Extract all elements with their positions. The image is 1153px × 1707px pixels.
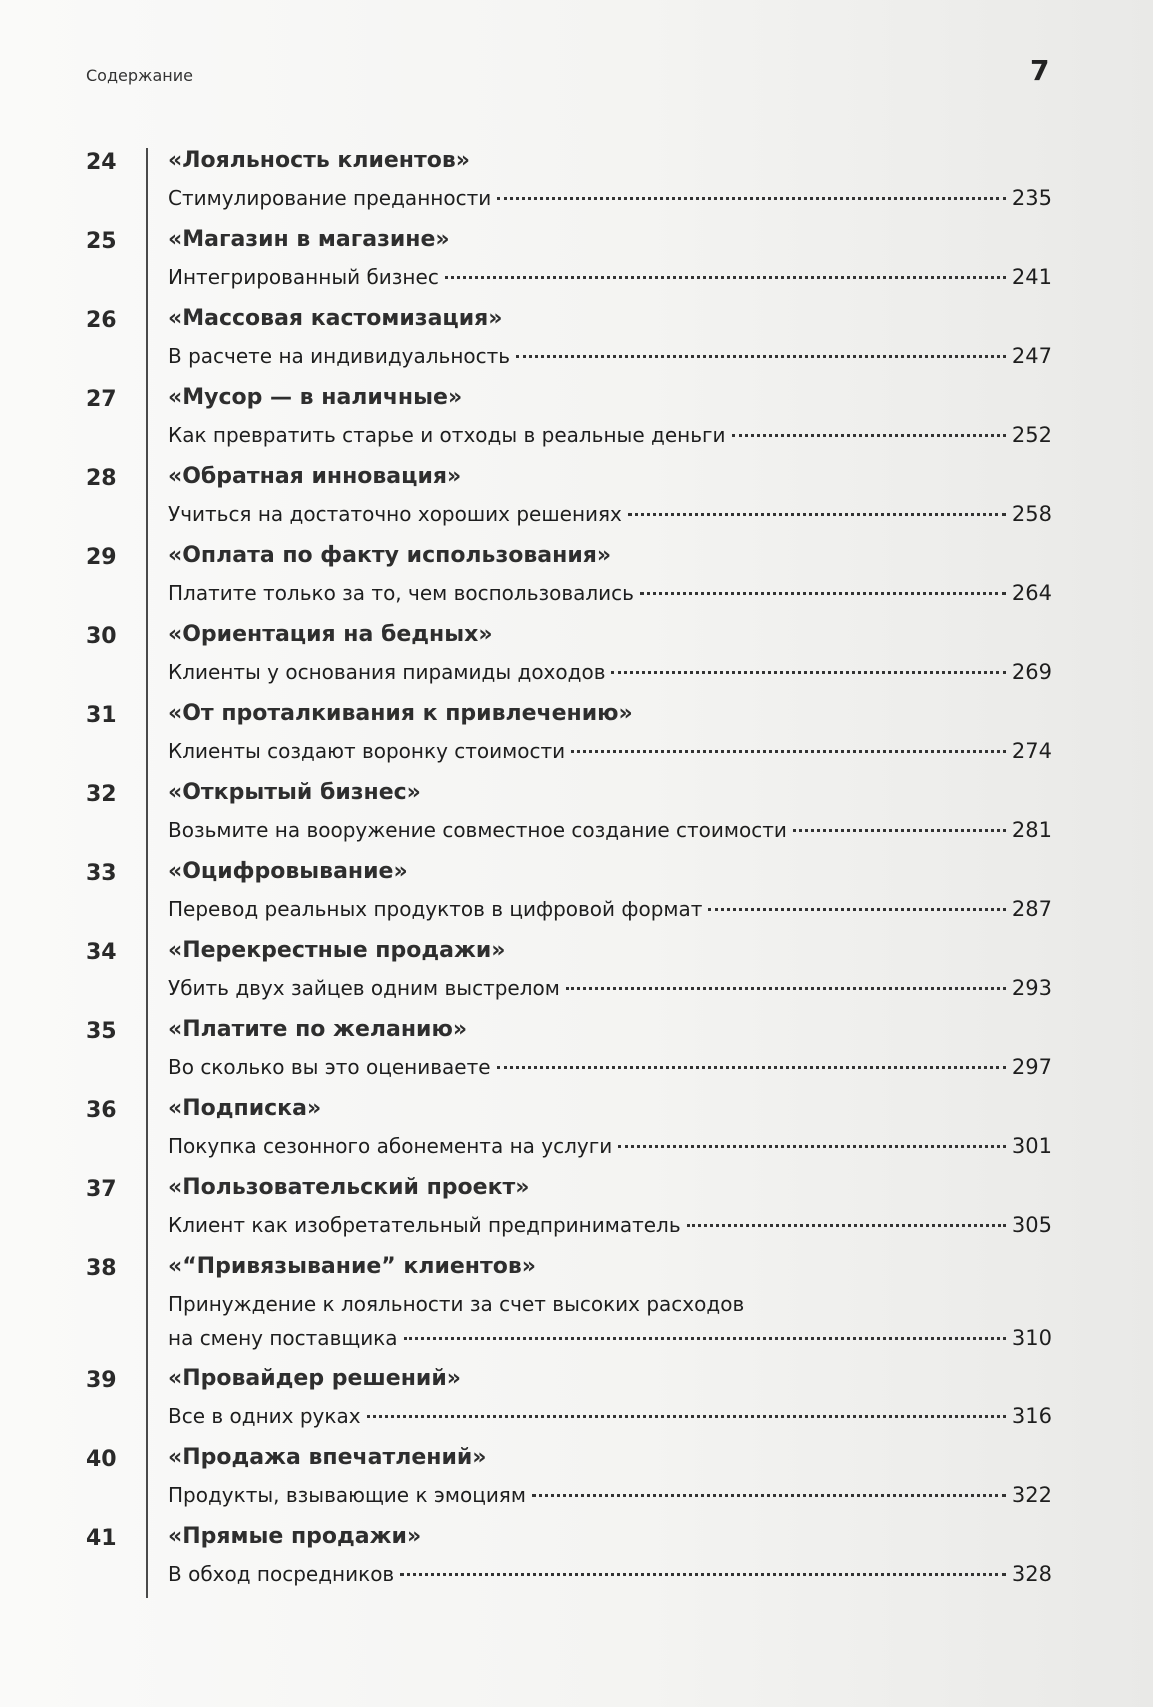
chapter-number: 32 xyxy=(86,782,117,807)
page-number: 7 xyxy=(1030,54,1050,87)
chapter-subtitle-row xyxy=(168,976,1052,1000)
chapter-page-number[interactable]: 264 xyxy=(1011,581,1052,605)
dot-leader xyxy=(687,1224,1006,1227)
chapter-subtitle: В обход посредников xyxy=(168,1562,395,1586)
dot-leader xyxy=(571,750,1006,753)
chapter-subtitle: Клиент как изобретательный предприниматель xyxy=(168,1213,681,1237)
dot-leader xyxy=(497,1066,1006,1069)
dot-leader xyxy=(445,276,1006,279)
chapter-page-number[interactable]: 305 xyxy=(1011,1213,1052,1237)
chapter-title: «Подписка» xyxy=(168,1096,322,1121)
chapter-subtitle: Убить двух зайцев одним выстрелом xyxy=(168,976,560,1000)
chapter-subtitle-row xyxy=(168,1055,1052,1079)
chapter-subtitle: Клиенты у основания пирамиды доходов xyxy=(168,660,606,684)
chapter-number: 38 xyxy=(86,1256,117,1281)
chapter-number: 27 xyxy=(86,387,117,412)
chapter-subtitle-row xyxy=(168,502,1052,526)
chapter-subtitle: Возьмите на вооружение совместное создание стоимости xyxy=(168,818,787,842)
chapter-subtitle: Все в одних руках xyxy=(168,1404,361,1428)
chapter-page-number[interactable]: 252 xyxy=(1011,423,1052,447)
chapter-subtitle: Покупка сезонного абонемента на услуги xyxy=(168,1134,613,1158)
chapter-page-number[interactable]: 258 xyxy=(1011,502,1052,526)
chapter-subtitle: на смену поставщика xyxy=(168,1326,398,1350)
toc-entry xyxy=(0,227,1153,306)
dot-leader xyxy=(640,592,1006,595)
chapter-subtitle: Платите только за то, чем воспользовались xyxy=(168,581,634,605)
chapter-number: 25 xyxy=(86,229,117,254)
chapter-page-number[interactable]: 297 xyxy=(1011,1055,1052,1079)
chapter-subtitle: Интегрированный бизнес xyxy=(168,265,439,289)
chapter-page-number[interactable]: 328 xyxy=(1011,1562,1052,1586)
chapter-title: «От проталкивания к привлечению» xyxy=(168,701,633,726)
chapter-number: 30 xyxy=(86,624,117,649)
toc-entry xyxy=(0,306,1153,385)
chapter-title: «“Привязывание” клиентов» xyxy=(168,1254,536,1279)
chapter-subtitle: Перевод реальных продуктов в цифровой формат xyxy=(168,897,703,921)
chapter-number: 40 xyxy=(86,1447,117,1472)
chapter-number: 33 xyxy=(86,861,117,886)
chapter-subtitle-row xyxy=(168,1134,1052,1158)
chapter-title: «Платите по желанию» xyxy=(168,1017,468,1042)
chapter-page-number[interactable]: 310 xyxy=(1011,1326,1052,1350)
chapter-title: «Оплата по факту использования» xyxy=(168,543,612,568)
dot-leader xyxy=(618,1145,1006,1148)
chapter-subtitle-row xyxy=(168,818,1052,842)
toc-entry xyxy=(0,1175,1153,1254)
chapter-page-number[interactable]: 247 xyxy=(1011,344,1052,368)
toc-entry xyxy=(0,1017,1153,1096)
chapter-title: «Ориентация на бедных» xyxy=(168,622,493,647)
chapter-subtitle-row xyxy=(168,897,1052,921)
chapter-number: 28 xyxy=(86,466,117,491)
chapter-number: 39 xyxy=(86,1368,117,1393)
toc-entry xyxy=(0,859,1153,938)
toc-entry xyxy=(0,385,1153,464)
chapter-number: 35 xyxy=(86,1019,117,1044)
chapter-subtitle: Во сколько вы это оцениваете xyxy=(168,1055,491,1079)
chapter-number: 26 xyxy=(86,308,117,333)
chapter-subtitle-row xyxy=(168,739,1052,763)
chapter-subtitle-row xyxy=(168,1213,1052,1237)
toc-entry xyxy=(0,543,1153,622)
dot-leader xyxy=(566,987,1006,990)
toc-entry xyxy=(0,701,1153,780)
chapter-subtitle: Стимулирование преданности xyxy=(168,186,492,210)
chapter-subtitle-row xyxy=(168,660,1052,684)
chapter-page-number[interactable]: 269 xyxy=(1011,660,1052,684)
chapter-subtitle-row xyxy=(168,344,1052,368)
chapter-subtitle-row xyxy=(168,1562,1052,1586)
toc-entry xyxy=(0,1366,1153,1445)
chapter-number: 41 xyxy=(86,1526,117,1551)
chapter-page-number[interactable]: 235 xyxy=(1011,186,1052,210)
chapter-title: «Прямые продажи» xyxy=(168,1524,422,1549)
toc-entry xyxy=(0,148,1153,227)
chapter-subtitle: Клиенты создают воронку стоимости xyxy=(168,739,566,763)
toc-entry xyxy=(0,938,1153,1017)
chapter-title: «Провайдер решений» xyxy=(168,1366,461,1391)
chapter-subtitle: Как превратить старье и отходы в реальные деньги xyxy=(168,423,726,447)
chapter-subtitle: Учиться на достаточно хороших решениях xyxy=(168,502,622,526)
toc-entry xyxy=(0,1254,1153,1366)
dot-leader xyxy=(793,829,1006,832)
dot-leader xyxy=(708,908,1005,911)
chapter-page-number[interactable]: 301 xyxy=(1011,1134,1052,1158)
chapter-title: «Мусор — в наличные» xyxy=(168,385,463,410)
chapter-title: «Магазин в магазине» xyxy=(168,227,450,252)
chapter-title: «Открытый бизнес» xyxy=(168,780,421,805)
chapter-subtitle-row xyxy=(168,186,1052,210)
chapter-title: «Обратная инновация» xyxy=(168,464,462,489)
toc-entry xyxy=(0,1524,1153,1603)
running-head: Содержание xyxy=(86,66,193,85)
chapter-title: «Пользовательский проект» xyxy=(168,1175,530,1200)
chapter-title: «Продажа впечатлений» xyxy=(168,1445,487,1470)
chapter-subtitle-row xyxy=(168,1326,1052,1350)
dot-leader xyxy=(628,513,1006,516)
chapter-subtitle: В расчете на индивидуальность xyxy=(168,344,511,368)
chapter-number: 36 xyxy=(86,1098,117,1123)
chapter-subtitle-row xyxy=(168,581,1052,605)
dot-leader xyxy=(732,434,1006,437)
toc-entry xyxy=(0,780,1153,859)
chapter-number: 37 xyxy=(86,1177,117,1202)
table-of-contents xyxy=(0,148,1153,1603)
dot-leader xyxy=(367,1415,1006,1418)
dot-leader xyxy=(611,671,1005,674)
toc-entry xyxy=(0,464,1153,543)
chapter-subtitle-row xyxy=(168,423,1052,447)
chapter-number: 34 xyxy=(86,940,117,965)
chapter-title: «Массовая кастомизация» xyxy=(168,306,503,331)
chapter-page-number[interactable]: 316 xyxy=(1011,1404,1052,1428)
dot-leader xyxy=(404,1337,1006,1340)
toc-entry xyxy=(0,1445,1153,1524)
chapter-page-number[interactable]: 274 xyxy=(1011,739,1052,763)
chapter-number: 29 xyxy=(86,545,117,570)
dot-leader xyxy=(532,1494,1006,1497)
dot-leader xyxy=(516,355,1006,358)
chapter-title: «Оцифровывание» xyxy=(168,859,408,884)
chapter-page-number[interactable]: 287 xyxy=(1011,897,1052,921)
chapter-subtitle-row xyxy=(168,265,1052,289)
chapter-subtitle-line1: Принуждение к лояльности за счет высоких расходов xyxy=(168,1292,745,1316)
chapter-number: 31 xyxy=(86,703,117,728)
chapter-title: «Лояльность клиентов» xyxy=(168,148,471,173)
chapter-subtitle-row xyxy=(168,1483,1052,1507)
chapter-subtitle-row xyxy=(168,1404,1052,1428)
dot-leader xyxy=(497,197,1006,200)
toc-entry xyxy=(0,622,1153,701)
chapter-page-number[interactable]: 281 xyxy=(1011,818,1052,842)
toc-entry xyxy=(0,1096,1153,1175)
chapter-page-number[interactable]: 322 xyxy=(1011,1483,1052,1507)
chapter-title: «Перекрестные продажи» xyxy=(168,938,506,963)
chapter-subtitle: Продукты, взывающие к эмоциям xyxy=(168,1483,526,1507)
chapter-page-number[interactable]: 293 xyxy=(1011,976,1052,1000)
chapter-number: 24 xyxy=(86,150,117,175)
chapter-page-number[interactable]: 241 xyxy=(1011,265,1052,289)
dot-leader xyxy=(400,1573,1006,1576)
